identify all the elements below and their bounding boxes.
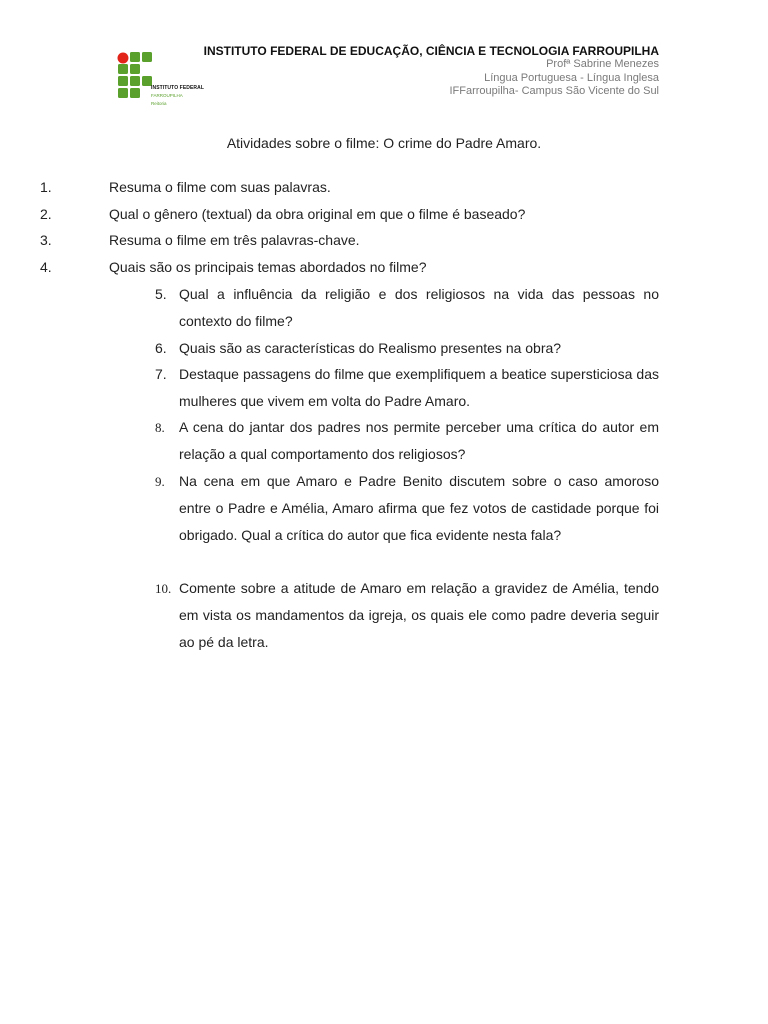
logo-text (151, 84, 204, 108)
question-text: Comente sobre a atitude de Amaro em relação a gravidez de Amélia, tendo em vista os mandamentos da igreja, os quais ele como padre deveria seguir ao pé da letra. (179, 580, 659, 650)
logo-square (142, 52, 152, 62)
logo-line-2: FARROUPILHA (151, 93, 183, 98)
subject-name: Língua Portuguesa - Língua Inglesa (484, 71, 659, 84)
document-header (204, 44, 659, 99)
question-text: Resuma o filme em três palavras-chave. (109, 232, 360, 248)
list-item (155, 414, 659, 468)
question-number: 7. (155, 366, 167, 382)
logo-square (130, 88, 140, 98)
question-number: 6. (155, 340, 167, 356)
list-item (155, 468, 659, 548)
logo-square (130, 64, 140, 74)
page-title: Atividades sobre o filme: O crime do Padre Amaro. (226, 135, 542, 151)
logo-square (118, 64, 128, 74)
question-number: 4. (40, 259, 52, 275)
question-number: 9. (155, 474, 165, 489)
question-number: 5. (155, 286, 167, 302)
question-text: Destaque passagens do filme que exemplifiquem a beatice supersticiosa das mulheres que vivem em volta do Padre Amaro. (179, 366, 659, 409)
question-text: Na cena em que Amaro e Padre Benito discutem sobre o caso amoroso entre o Padre e Amélia, Amaro afirma que fez votos de castidade porque foi obrigado. Qual a crítica do autor que fica evidente nesta fala? (179, 473, 659, 543)
logo-line-1: INSTITUTO FEDERAL (151, 85, 204, 91)
question-number: 8. (155, 420, 165, 435)
question-text: Resuma o filme com suas palavras. (109, 179, 331, 195)
question-text: Qual a influência da religião e dos religiosos na vida das pessoas no contexto do filme? (179, 286, 659, 329)
teacher-name: Profª Sabrine Menezes (546, 58, 659, 70)
list-item (155, 281, 659, 335)
question-number: 1. (40, 179, 52, 195)
logo-square (130, 76, 140, 86)
question-text: Quais são as características do Realismo presentes na obra? (179, 340, 562, 356)
list-item (155, 335, 659, 362)
logo-line-3: Reitoria (151, 101, 167, 106)
logo-square (118, 76, 128, 86)
list-item (155, 361, 659, 415)
question-number: 10. (155, 581, 172, 596)
logo-square (130, 52, 140, 62)
logo-square (118, 88, 128, 98)
campus-name: IFFarroupilha- Campus São Vicente do Sul (449, 85, 659, 97)
logo-red-circle (118, 53, 129, 64)
question-number: 2. (40, 206, 52, 222)
question-text: A cena do jantar dos padres nos permite perceber uma crítica do autor em relação a qual comportamento dos religiosos? (179, 419, 659, 462)
question-number: 3. (40, 232, 52, 248)
institution-logo (117, 50, 207, 106)
question-text: Quais são os principais temas abordados no filme? (109, 259, 427, 275)
list-item (155, 575, 659, 655)
institution-name: INSTITUTO FEDERAL DE EDUCAÇÃO, CIÊNCIA E TECNOLOGIA FARROUPILHA (203, 44, 659, 58)
question-text: Qual o gênero (textual) da obra original em que o filme é baseado? (109, 206, 526, 222)
